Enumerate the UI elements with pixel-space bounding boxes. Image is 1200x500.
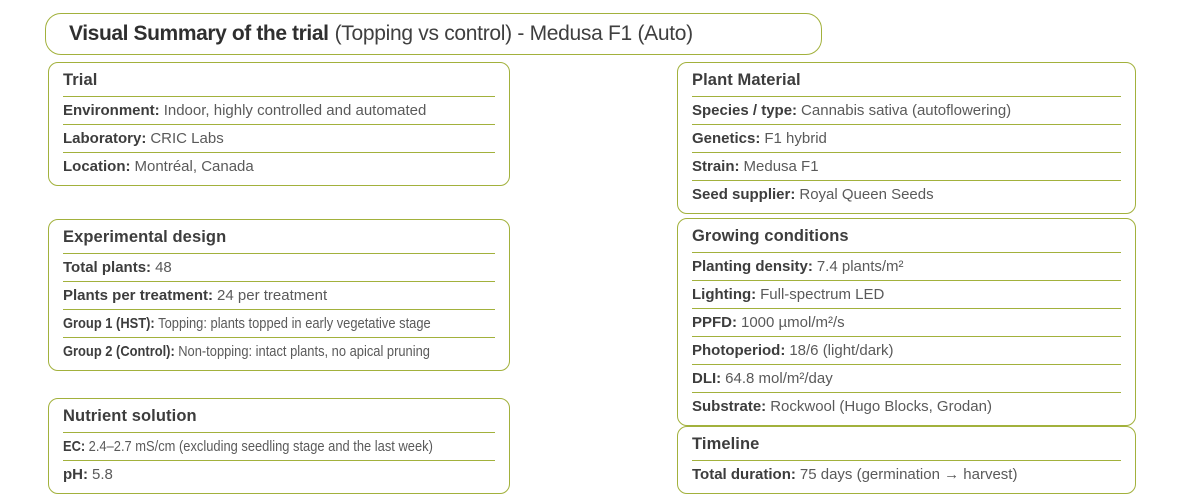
- field-value: Royal Queen Seeds: [799, 186, 934, 203]
- field-value: 7.4 plants/m²: [816, 258, 904, 275]
- field-row-group-1-hst: [63, 310, 495, 338]
- field-label: Laboratory:: [63, 130, 147, 147]
- field-label: Genetics:: [692, 130, 761, 147]
- field-value: 75 days (germination → harvest): [799, 466, 1018, 483]
- card-timeline: [677, 426, 1136, 494]
- field-value: Medusa F1: [743, 158, 819, 175]
- field-row-environment: [63, 97, 495, 125]
- card-plant-material: [677, 62, 1136, 214]
- field-label: Strain:: [692, 158, 740, 175]
- field-row-photoperiod: [692, 337, 1121, 365]
- field-label: EC:: [63, 438, 86, 455]
- field-label: Seed supplier:: [692, 186, 796, 203]
- field-value: 64.8 mol/m²/day: [725, 370, 833, 387]
- field-value: Indoor, highly controlled and automated: [163, 102, 427, 119]
- card-nutrient-solution: [48, 398, 510, 494]
- page-subtitle: (Topping vs control) - Medusa F1 (Auto): [334, 22, 693, 45]
- field-value: 2.4–2.7 mS/cm (excluding seedling stage and the last week): [88, 438, 433, 455]
- field-label: Group 2 (Control):: [63, 343, 175, 360]
- field-row-dli: [692, 365, 1121, 393]
- header-box: [45, 13, 822, 55]
- field-label: Substrate:: [692, 398, 767, 415]
- card-trial: [48, 62, 510, 186]
- field-value: 48: [155, 259, 172, 276]
- field-row-genetics: [692, 125, 1121, 153]
- field-label: Species / type:: [692, 102, 798, 119]
- field-row-strain: [692, 153, 1121, 181]
- field-row-ph: [63, 461, 495, 488]
- field-value: 5.8: [92, 466, 113, 483]
- field-label: Total duration:: [692, 466, 796, 483]
- field-label: PPFD:: [692, 314, 737, 331]
- field-value: 24 per treatment: [217, 287, 328, 304]
- field-value: Cannabis sativa (autoflowering): [801, 102, 1012, 119]
- page-title: Visual Summary of the trial: [69, 22, 329, 45]
- field-label: DLI:: [692, 370, 722, 387]
- field-value: Full-spectrum LED: [760, 286, 885, 303]
- field-label: Photoperiod:: [692, 342, 786, 359]
- field-value: CRIC Labs: [150, 130, 224, 147]
- field-value: Rockwool (Hugo Blocks, Grodan): [770, 398, 992, 415]
- card-growing-conditions-title: Growing conditions: [692, 224, 1121, 253]
- field-row-seed-supplier: [692, 181, 1121, 208]
- field-label: Location:: [63, 158, 131, 175]
- card-trial-title: Trial: [63, 68, 495, 97]
- field-value: F1 hybrid: [764, 130, 827, 147]
- card-timeline-title: Timeline: [692, 432, 1121, 461]
- field-row-location: [63, 153, 495, 180]
- field-label: Plants per treatment:: [63, 287, 214, 304]
- field-value: Topping: plants topped in early vegetative stage: [158, 315, 431, 332]
- card-plant-material-title: Plant Material: [692, 68, 1121, 97]
- card-growing-conditions: [677, 218, 1136, 426]
- field-value: Montréal, Canada: [134, 158, 254, 175]
- field-row-lighting: [692, 281, 1121, 309]
- field-row-group-2-control: [63, 338, 495, 365]
- field-row-planting-density: [692, 253, 1121, 281]
- field-row-plants-per-treatment: [63, 282, 495, 310]
- card-experimental-design-title: Experimental design: [63, 225, 495, 254]
- field-value: 1000 µmol/m²/s: [741, 314, 845, 331]
- field-row-substrate: [692, 393, 1121, 420]
- field-label: Planting density:: [692, 258, 813, 275]
- field-label: Lighting:: [692, 286, 757, 303]
- field-label: pH:: [63, 466, 88, 483]
- field-value: Non-topping: intact plants, no apical pruning: [178, 343, 430, 360]
- field-row-ec: [63, 433, 495, 461]
- field-row-total-duration: [692, 461, 1121, 488]
- field-value: 18/6 (light/dark): [789, 342, 894, 359]
- field-row-laboratory: [63, 125, 495, 153]
- card-experimental-design: [48, 219, 510, 371]
- field-row-species-type: [692, 97, 1121, 125]
- field-label: Group 1 (HST):: [63, 315, 155, 332]
- field-label: Total plants:: [63, 259, 152, 276]
- field-row-total-plants: [63, 254, 495, 282]
- card-nutrient-solution-title: Nutrient solution: [63, 404, 495, 433]
- field-row-ppfd: [692, 309, 1121, 337]
- field-label: Environment:: [63, 102, 160, 119]
